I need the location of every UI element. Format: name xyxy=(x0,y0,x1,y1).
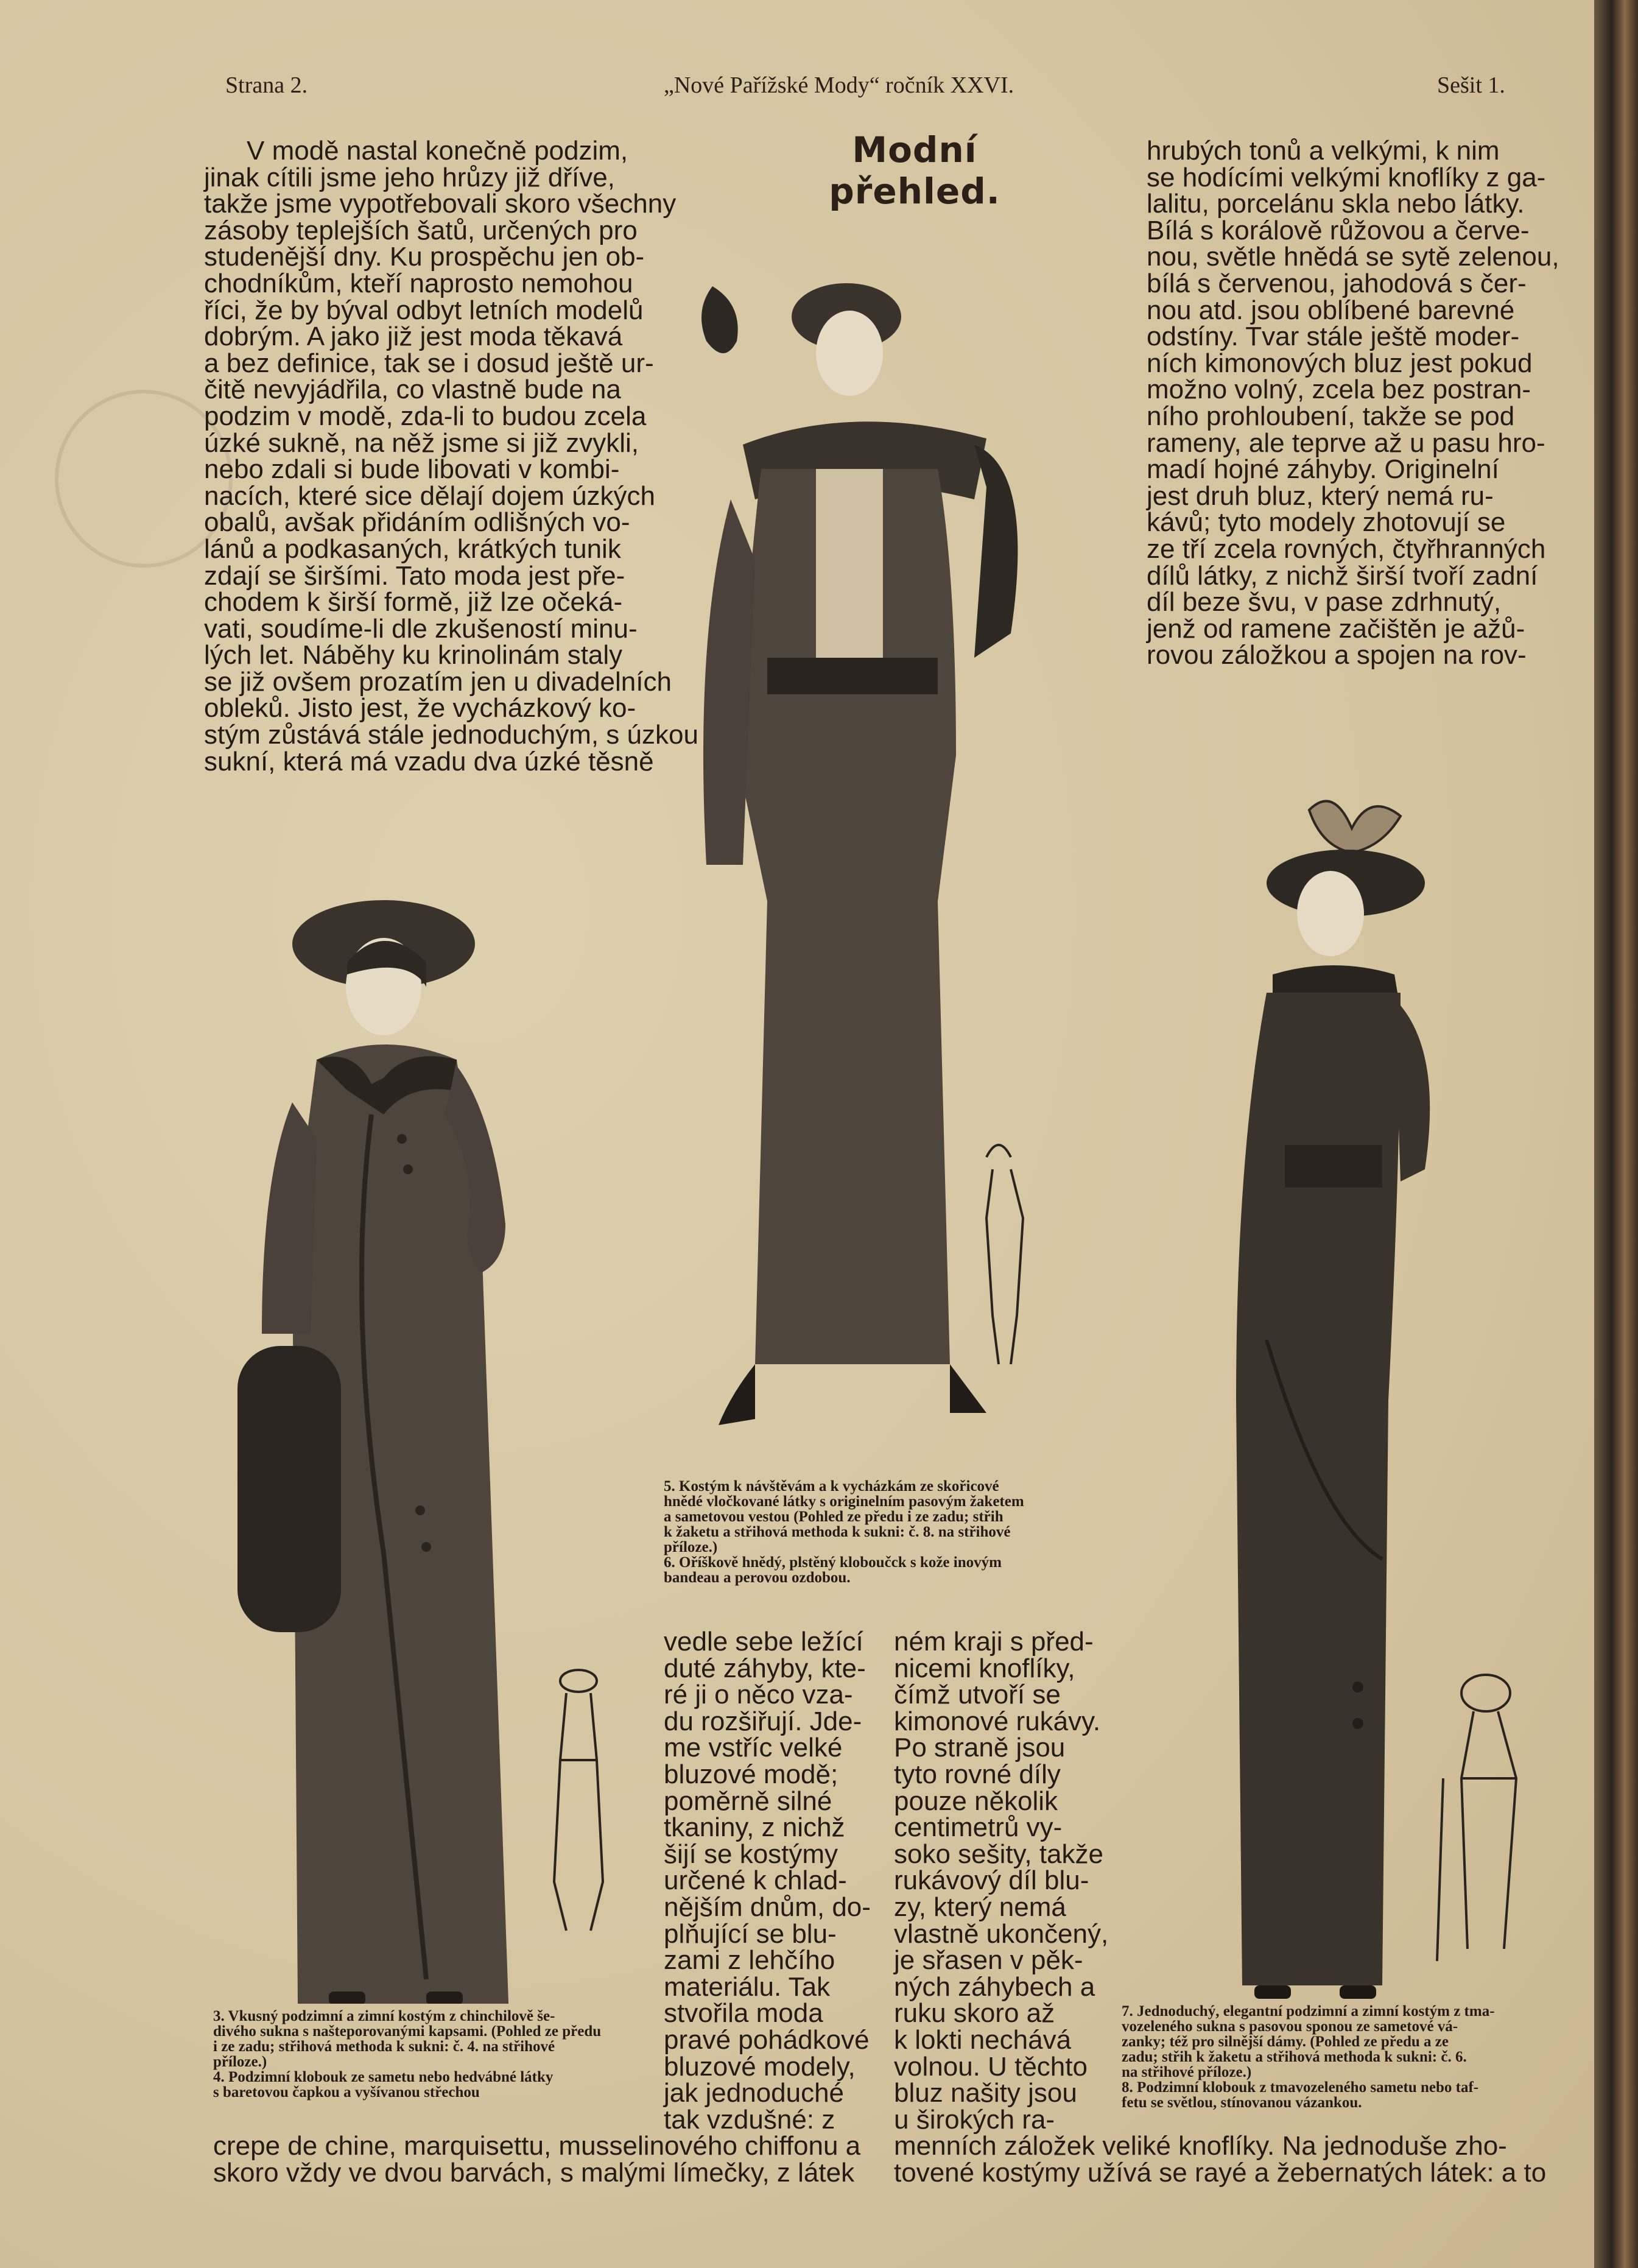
text-line: nou, světle hnědá se sytě zelenou, xyxy=(1147,242,1559,272)
caption-line: 5. Kostým k návštěvám a k vycházkám ze skořicové xyxy=(664,1478,999,1495)
text-line: madí hojné záhyby. Originelní xyxy=(1147,454,1499,485)
text-bottom-right xyxy=(894,2133,1548,2186)
text-line: možno volný, zcela bez postran- xyxy=(1147,375,1531,405)
caption-line: bandeau a perovou ozdobou. xyxy=(664,1569,851,1586)
text-line: nou atd. jsou oblíbené barevné xyxy=(1147,295,1515,325)
illustration-figure-5 xyxy=(670,268,1047,1437)
caption-line: zanky; též pro silnější dámy. (Pohled ze předu a ze xyxy=(1122,2034,1449,2050)
text-line: dílů látky, z nichž širší tvoří zadní xyxy=(1147,560,1538,591)
text-line: šijí se kostýmy xyxy=(664,1839,838,1869)
caption-line: příloze.) xyxy=(664,1539,718,1555)
text-line: kávů; tyto modely zhotovují se xyxy=(1147,507,1506,538)
caption-line: divého sukna s našteporovanými kapsami. (Pohled ze předu xyxy=(213,2023,602,2040)
text-line: rovou záložkou a spojen na rov- xyxy=(1147,640,1527,671)
caption-line: na střihové příloze.) xyxy=(1122,2064,1252,2080)
illustration-figure-7 xyxy=(1200,792,1565,2022)
text-line: se již ovšem prozatím jen u divadelních xyxy=(204,666,672,697)
caption-line: i ze zadu; střihová methoda k sukni: č. 4. na střihové xyxy=(213,2038,555,2055)
text-line: takže jsme vypotřebovali skoro všechny xyxy=(204,189,677,219)
text-line: me vstříc velké xyxy=(664,1733,843,1763)
caption-line: 6. Oříškově hnědý, plstěný kloboučck s kože inovým xyxy=(664,1554,1002,1571)
text-line: zásoby teplejších šatů, určených pro xyxy=(204,215,638,245)
text-line: se hodícími velkými knoflíky z ga- xyxy=(1147,162,1546,192)
text-line: obleků. Jisto jest, že vycházkový ko- xyxy=(204,693,636,724)
caption-line: k žaketu a střihová methoda k sukni: č. 8. na střihové xyxy=(664,1524,1011,1540)
text-line: volnou. U těchto xyxy=(894,2051,1088,2082)
text-column-mid-right xyxy=(894,1629,1137,2133)
text-line: zy, který nemá xyxy=(894,1892,1066,1922)
text-column-mid-left xyxy=(664,1629,904,2133)
text-line: říci, že by býval odbyt letních modelů xyxy=(204,295,644,325)
text-line: centimetrů vy- xyxy=(894,1812,1063,1843)
page-spine xyxy=(1594,0,1638,2268)
text-line: materiálu. Tak xyxy=(664,1971,831,2002)
text-line: úzké sukně, na něž jsme si již zvykli, xyxy=(204,428,639,458)
text-line: vlastně ukončený, xyxy=(894,1918,1109,1949)
page-number: Strana 2. xyxy=(225,72,308,98)
illustration-figure-3 xyxy=(225,883,664,2004)
text-line: bluz našity jsou xyxy=(894,2078,1077,2108)
magazine-title: „Nové Pařížské Mody“ ročník XXVI. xyxy=(664,72,1014,98)
text-line: rameny, ale teprve až u pasu hro- xyxy=(1147,428,1545,458)
text-line: V modě nastal konečně podzim, xyxy=(247,136,628,166)
text-line: odstíny. Tvar stále ještě moder- xyxy=(1147,322,1520,352)
issue-number: Sešit 1. xyxy=(1437,72,1505,98)
text-line: Bílá s korálově růžovou a červe- xyxy=(1147,215,1530,245)
text-line: je sřasen v pěk- xyxy=(894,1945,1083,1976)
caption-figures-3-4 xyxy=(213,2009,639,2100)
caption-line: příloze.) xyxy=(213,2054,267,2070)
text-line: vati, soudíme-li dle zkušeností minu- xyxy=(204,613,638,644)
text-line: jest druh bluz, který nemá ru- xyxy=(1147,481,1494,511)
text-line: lánů a podkasaných, krátkých tunik xyxy=(204,534,621,564)
caption-line: fetu se světlou, stínovanou vázankou. xyxy=(1122,2094,1362,2111)
text-line: tak vzdušné: z xyxy=(664,2104,835,2135)
caption-line: 8. Podzimní klobouk z tmavozeleného sametu nebo taf- xyxy=(1122,2079,1479,2096)
text-line: stým zůstává stále jednoduchým, s úzkou xyxy=(204,720,698,750)
text-line: bluzové modě; xyxy=(664,1759,838,1789)
text-line: ního prohloubení, takže se pod xyxy=(1147,401,1515,431)
text-line: rukávový díl blu- xyxy=(894,1865,1089,1896)
text-line: k lokti nechává xyxy=(894,2024,1072,2055)
text-line: menních záložek veliké knoflíky. Na jednoduše zho- xyxy=(894,2131,1507,2161)
text-line: ruku skoro až xyxy=(894,1998,1055,2029)
text-line: bílá s červenou, jahodová s čer- xyxy=(1147,268,1527,298)
text-line: jinak cítili jsme jeho hrůzy již dříve, xyxy=(204,162,615,192)
text-line: ré ji o něco vza- xyxy=(664,1680,853,1710)
text-line: obalů, avšak přidáním odlišných vo- xyxy=(204,507,630,538)
text-line: ných záhybech a xyxy=(894,1971,1095,2002)
text-line: díl beze švu, v pase zdrhnutý, xyxy=(1147,587,1502,618)
text-line: nicemi knoflíky, xyxy=(894,1653,1075,1683)
caption-line: 3. Vkusný podzimní a zimní kostým z chinchilově še- xyxy=(213,2008,555,2024)
caption-line: hnědé vločkované látky s originelním pasovým žaketem xyxy=(664,1493,1024,1510)
text-line: skoro vždy ve dvou barvách, s malými límečky, z látek xyxy=(213,2157,855,2188)
text-line: hrubých tonů a velkými, k nim xyxy=(1147,136,1500,166)
text-line: nebo zdali si bude libovati v kombi- xyxy=(204,454,620,485)
caption-line: a sametovou vestou (Pohled ze předu i ze zadu; střih xyxy=(664,1509,1004,1525)
text-line: nacích, které sice dělají dojem úzkých xyxy=(204,481,656,511)
text-line: dobrým. A jako již jest moda těkavá xyxy=(204,322,623,352)
caption-line: vozeleného sukna s pasovou sponou ze sametové vá- xyxy=(1122,2018,1458,2035)
text-line: poměrně silné xyxy=(664,1786,832,1816)
text-line: ném kraji s před- xyxy=(894,1627,1094,1657)
text-line: kimonové rukávy. xyxy=(894,1706,1101,1736)
text-line: tyto rovné díly xyxy=(894,1759,1061,1789)
text-line: zami z lehčího xyxy=(664,1945,835,1976)
text-line: tkaniny, z nichž xyxy=(664,1812,845,1843)
text-line: vedle sebe ležící xyxy=(664,1627,863,1657)
text-line: podzim v modě, zda-li to budou zcela xyxy=(204,401,647,431)
caption-line: 7. Jednoduchý, elegantní podzimní a zimní kostým z tma- xyxy=(1122,2003,1495,2020)
text-line: čímž utvoří se xyxy=(894,1680,1061,1710)
text-line: bluzové modely, xyxy=(664,2051,856,2082)
text-line: plňující se blu- xyxy=(664,1918,837,1949)
text-line: soko sešity, takže xyxy=(894,1839,1103,1869)
text-line: ze tří zcela rovných, čtyřhranných xyxy=(1147,534,1546,564)
text-column-left xyxy=(204,136,698,777)
text-line: nějším dnům, do- xyxy=(664,1892,871,1922)
text-line: ních kimonových bluz jest pokud xyxy=(1147,348,1533,378)
caption-line: zadu; střih k žaketu a střihová methoda k sukni: č. 6. xyxy=(1122,2049,1467,2065)
text-line: jak jednoduché xyxy=(664,2078,845,2108)
text-line: určené k chlad- xyxy=(664,1865,847,1896)
text-line: crepe de chine, marquisettu, musselinového chiffonu a xyxy=(213,2131,861,2161)
text-line: Po straně jsou xyxy=(894,1733,1066,1763)
text-column-right xyxy=(1147,136,1559,671)
text-line: chodem k širší formě, již lze očeká- xyxy=(204,587,623,618)
text-line: du rozšiřují. Jde- xyxy=(664,1706,862,1736)
text-line: chodníkům, kteří naprosto nemohou xyxy=(204,268,633,298)
text-line: jenž od ramene začištěn je ažů- xyxy=(1147,613,1525,644)
text-line: studenější dny. Ku prospěchu jen ob- xyxy=(204,242,645,272)
text-line: lalitu, porcelánu skla nebo látky. xyxy=(1147,189,1525,219)
text-line: zdají se širšími. Tato moda jest pře- xyxy=(204,560,625,591)
caption-figures-5-6 xyxy=(664,1479,1102,1585)
text-line: tovené kostýmy užívá se rayé a žebernatých látek: a to xyxy=(894,2157,1547,2188)
text-line: lých let. Náběhy ku krinolinám staly xyxy=(204,640,623,671)
text-line: u širokých ra- xyxy=(894,2104,1055,2135)
text-line: pouze několik xyxy=(894,1786,1058,1816)
text-line: a bez definice, tak se i dosud ještě ur- xyxy=(204,348,654,378)
text-line: stvořila moda xyxy=(664,1998,823,2029)
caption-line: 4. Podzimní klobouk ze sametu nebo hedvábné látky xyxy=(213,2069,554,2085)
text-bottom-left xyxy=(213,2133,874,2186)
text-line: sukní, která má vzadu dva úzké těsně xyxy=(204,746,654,777)
caption-line: s baretovou čapkou a vyšívanou střechou xyxy=(213,2084,480,2101)
text-line: čitě nevyjádřila, co vlastně bude na xyxy=(204,375,621,405)
text-line: duté záhyby, kte- xyxy=(664,1653,866,1683)
text-line: pravé pohádkové xyxy=(664,2024,870,2055)
article-title: Modní přehled. xyxy=(829,129,1000,212)
